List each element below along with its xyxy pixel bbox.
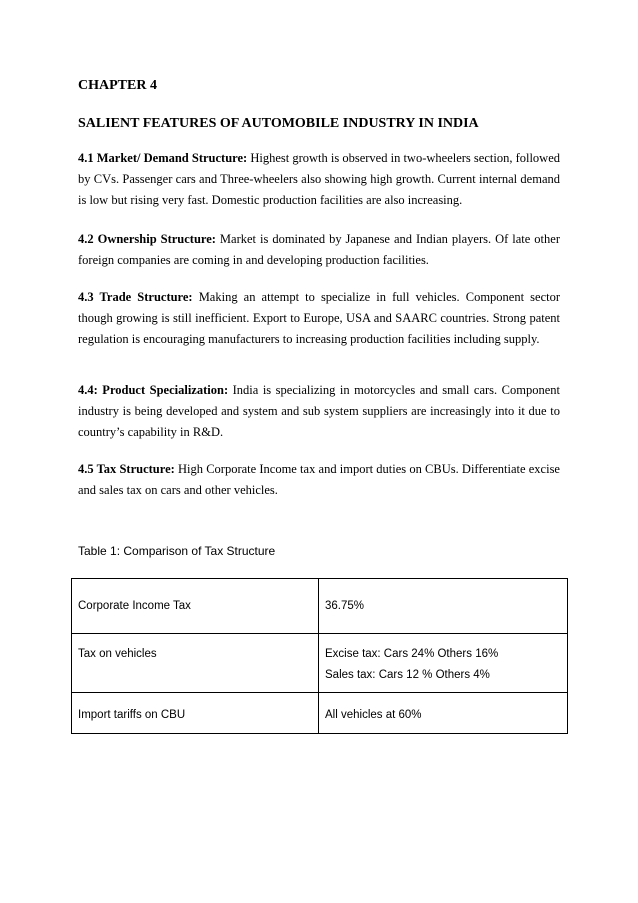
section-text: High Corporate Income tax and import duties on CBUs. Differentiate excise and sales tax on cars and other vehicles. [78, 462, 560, 497]
section-text: Market is dominated by Japanese and Indian players. Of late other foreign companies are coming in and developing production facilities. [78, 232, 560, 267]
section-heading: 4.2 Ownership Structure: [78, 232, 216, 246]
section-text: Highest growth is observed in two-wheelers section, followed by CVs. Passenger cars and Three-wheelers also showing high growth. Current internal demand is low but rising very fast. Domestic production facilities are also increasing. [78, 151, 561, 207]
tax-comparison-table [71, 578, 568, 734]
cell-text: Sales tax: Cars 12 % Others 4% [325, 669, 490, 681]
section-heading: 4.1 Market/ Demand Structure: [78, 151, 248, 165]
cell-text: 36.75% [325, 600, 365, 612]
table-caption: Table 1: Comparison of Tax Structure [78, 544, 276, 558]
page-title: SALIENT FEATURES OF AUTOMOBILE INDUSTRY IN INDIA [78, 116, 479, 131]
chapter-heading: CHAPTER 4 [78, 78, 157, 93]
section-ownership [78, 229, 560, 271]
table-cell-value [319, 579, 568, 634]
section-text: Making an attempt to specialize in full vehicles. Component sector though growing is still inefficient. Export to Europe, USA and SAARC countries. Strong patent regulation is encouraging manufacturers to increasing production facilities including supply. [78, 290, 561, 346]
section-heading: 4.4: Product Specialization: [78, 383, 229, 397]
cell-text: Import tariffs on CBU [78, 709, 186, 721]
section-tax-structure [78, 459, 560, 501]
table-cell-value [319, 693, 568, 734]
table-cell-label [72, 579, 319, 634]
table-cell-label [72, 693, 319, 734]
table-row [72, 693, 568, 734]
cell-text: All vehicles at 60% [325, 709, 422, 721]
table-cell-label [72, 634, 319, 693]
section-market-demand [78, 148, 560, 211]
cell-text: Excise tax: Cars 24% Others 16% [325, 648, 499, 660]
section-text: India is specializing in motorcycles and small cars. Component industry is being developed and system and sub system suppliers are increasingly into it due to country’s capability in R&D. [78, 383, 560, 439]
cell-text: Tax on vehicles [78, 648, 157, 660]
section-heading: 4.3 Trade Structure: [78, 290, 193, 304]
cell-text: Corporate Income Tax [78, 600, 191, 612]
section-heading: 4.5 Tax Structure: [78, 462, 175, 476]
table-cell-value [319, 634, 568, 693]
table-row [72, 579, 568, 634]
section-trade [78, 287, 560, 350]
table-row [72, 634, 568, 693]
section-product-specialization [78, 380, 560, 443]
